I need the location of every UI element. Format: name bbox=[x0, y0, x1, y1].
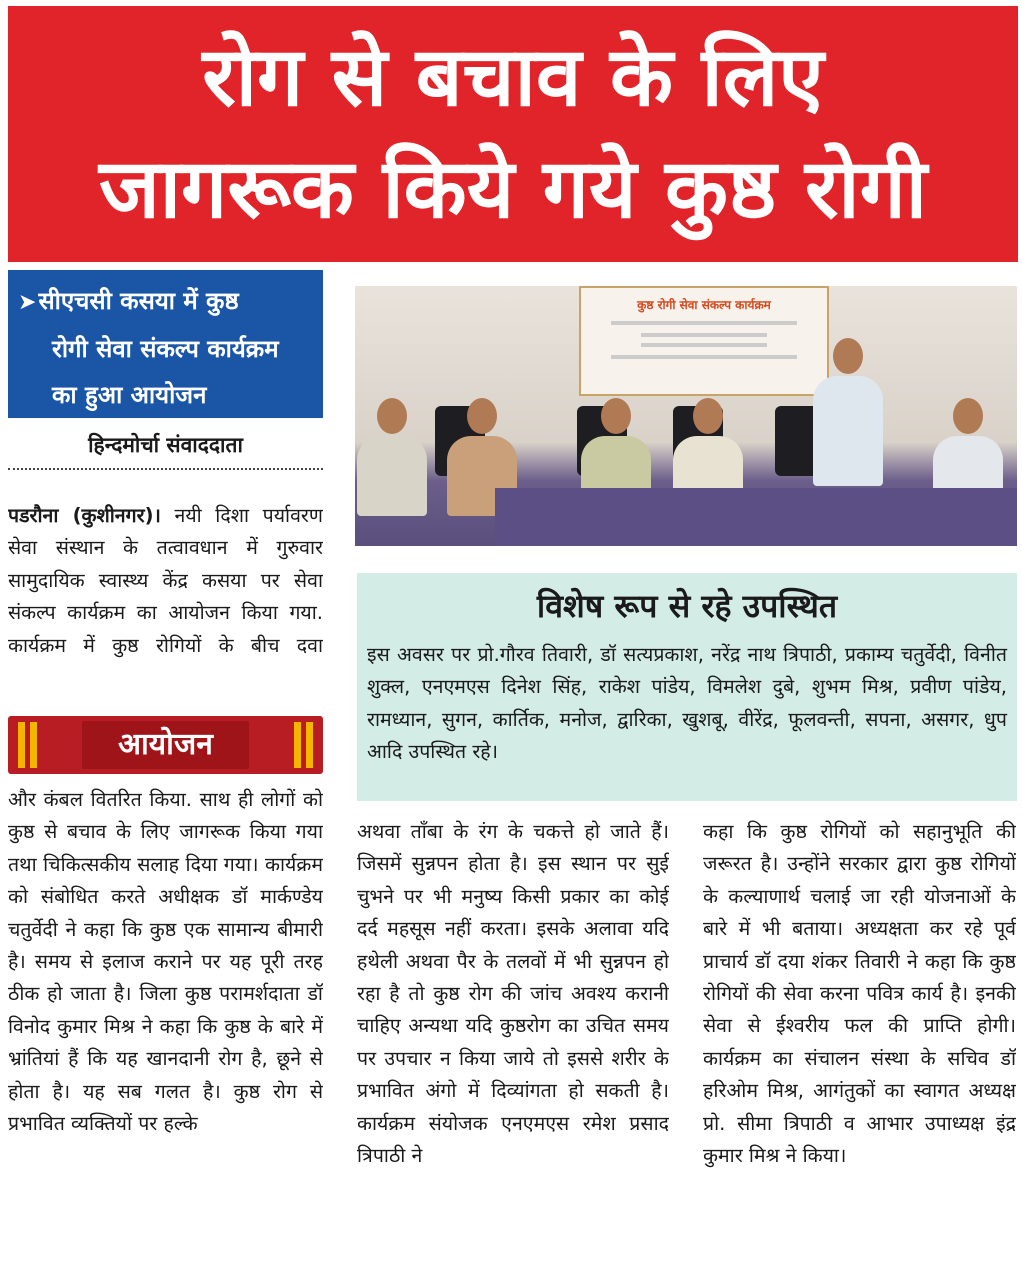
attendees-box bbox=[357, 573, 1017, 801]
photo-banner-title: कुष्ठ रोगी सेवा संकल्प कार्यक्रम bbox=[637, 298, 771, 312]
band-label: आयोजन bbox=[82, 721, 249, 769]
person bbox=[813, 338, 883, 486]
subheadline-line-1: सीएचसी कसया में कुष्ठ bbox=[38, 287, 239, 315]
banner-line bbox=[611, 355, 797, 359]
subheadline-box bbox=[8, 270, 323, 418]
column-3: कहा कि कुष्ठ रोगियों को सहानुभूति की जरूरत है। उन्होंने सरकार द्वारा कुष्ठ रोगियों के कल्याणार्थ चलाई जा रही योजनाओं के बारे में भी बताया। अध्यक्षता कर रहे पूर्व प्राचार्य डॉ दया शंकर तिवारी ने कहा कि कुष्ठ रोगियों की सेवा करना पवित्र कार्य है। इनकी सेवा से ईश्वरीय फल की प्राप्ति होगी। कार्यक्रम का संचालन संस्था के सचिव डॉ हरिओम मिश्र, आगंतुकों का स्वागत अध्यक्ष प्रो. सीमा त्रिपाठी व आभार उपाध्यक्ष इंद्र कुमार मिश्र ने किया। bbox=[703, 820, 1016, 1168]
subheadline-line-2: रोगी सेवा संकल्प कार्यक्रम bbox=[52, 335, 279, 363]
attendees-text: इस अवसर पर प्रो.गौरव तिवारी, डॉ सत्यप्रकाश, नरेंद्र नाथ त्रिपाठी, प्रकाम्य चतुर्वेदी, विनीत शुक्ल, एनएमएस दिनेश सिंह, राकेश पांडेय, विमलेश दुबे, शुभम मिश्र, प्रवीण पांडेय, रामध्यान, सुगन, कार्तिक, मनोज, द्वारिका, खुशबू, वीरेंद्र, फूलवन्ती, सपना, असगर, धुप आदि उपस्थित रहे। bbox=[367, 643, 1007, 764]
banner-line bbox=[641, 343, 767, 347]
dateline: पडरौना (कुशीनगर)। bbox=[8, 504, 161, 527]
subheadline-line-3: का हुआ आयोजन bbox=[52, 381, 207, 409]
banner-line bbox=[641, 333, 767, 337]
photo-banner bbox=[579, 286, 829, 396]
headline-line-2: जागरूक किये गये कुष्ठ रोगी bbox=[98, 142, 928, 237]
table bbox=[495, 488, 1017, 546]
attendees-title: विशेष रूप से रहे उपस्थित bbox=[536, 587, 838, 625]
band-stripe bbox=[306, 722, 313, 768]
event-photo bbox=[355, 286, 1017, 546]
column-1: और कंबल वितरित किया. साथ ही लोगों को कुष्ठ से बचाव के लिए जागरूक किया गया तथा चिकित्सकीय सलाह दिया गया। कार्यक्रम को संबोधित करते अधीक्षक डॉ मार्कण्डेय चतुर्वेदी ने कहा कि कुष्ठ एक सामान्य बीमारी है। समय से इलाज कराने पर यह पूरी तरह ठीक हो जाता है। जिला कुष्ठ परामर्शदाता डॉ विनोद कुमार मिश्र ने कहा कि कुष्ठ के बारे में भ्रांतियां हैं कि यह खानदानी रोग है, छूने से होता है। यह सब गलत है। कुष्ठ रोग से प्रभावित व्यक्तियों पर हल्के bbox=[8, 788, 323, 1136]
intro-text: नयी दिशा पर्यावरण सेवा संस्थान के तत्वावधान में गुरुवार सामुदायिक स्वास्थ्य केंद्र कसया पर सेवा संकल्प कार्यक्रम का आयोजन किया गया. कार्यक्रम में कुष्ठ रोगियों के बीच दवा bbox=[8, 504, 323, 657]
intro-paragraph bbox=[8, 500, 323, 712]
column-2: अथवा ताँबा के रंग के चकत्ते हो जाते हैं। जिसमें सुन्नपन होता है। इस स्थान पर सुई चुभने पर भी मनुष्य किसी प्रकार का कोई दर्द महसूस नहीं करता। इसके अलावा यदि हथेली अथवा पैर के तलवों में भी सुन्नपन हो रहा है तो कुष्ठ रोग की जांच अवश्य करानी चाहिए अन्यथा यदि कुष्ठरोग का उचित समय पर उपचार न किया जाये तो इससे शरीर के प्रभावित अंगो में दिव्यांगता हो सकती है। कार्यक्रम संयोजक एनएमएस रमेश प्रसाद त्रिपाठी ने bbox=[357, 820, 669, 1168]
band-stripe bbox=[18, 722, 25, 768]
arrow-icon: ➤ bbox=[18, 290, 37, 315]
band-stripe bbox=[294, 722, 301, 768]
byline: हिन्दमोर्चा संवाददाता bbox=[8, 428, 323, 470]
band-stripe bbox=[30, 722, 37, 768]
person bbox=[357, 398, 427, 516]
banner-line bbox=[611, 321, 797, 325]
section-band bbox=[8, 716, 323, 774]
headline-line-1: रोग से बचाव के लिए bbox=[202, 30, 824, 125]
headline bbox=[8, 6, 1018, 262]
